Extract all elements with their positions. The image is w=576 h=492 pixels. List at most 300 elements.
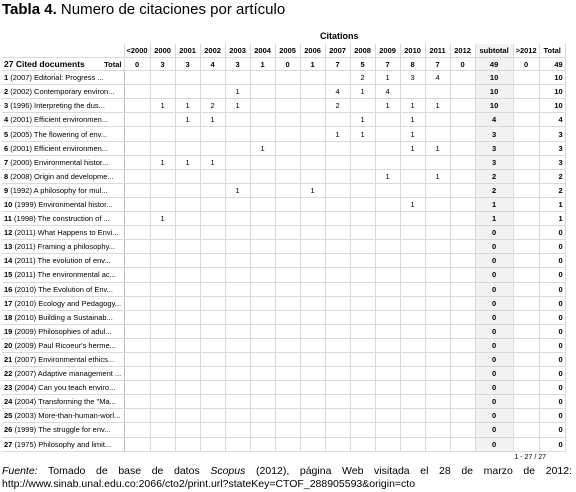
- citation-count: [325, 437, 350, 451]
- column-header: subtotal: [475, 44, 513, 58]
- citation-count: [325, 212, 350, 226]
- citation-count: [124, 197, 150, 211]
- row-number: 26: [4, 425, 13, 435]
- subtotal-cell: 0: [475, 226, 513, 240]
- citation-count: [375, 197, 400, 211]
- citation-count: [250, 127, 275, 141]
- citation-count: 1: [225, 183, 250, 197]
- total-cell: 0: [539, 240, 565, 254]
- row-number: 14: [4, 256, 13, 266]
- citation-count: [225, 268, 250, 282]
- source-label: Fuente:: [2, 465, 38, 477]
- citation-count: [450, 212, 475, 226]
- total-cell: 0: [539, 296, 565, 310]
- table-row: [2, 141, 565, 155]
- row-number: 15: [4, 270, 13, 280]
- column-header: 2010: [400, 44, 425, 58]
- citation-count: [450, 282, 475, 296]
- citation-count: [250, 268, 275, 282]
- column-header: Total: [539, 44, 565, 58]
- citation-count: 1: [225, 85, 250, 99]
- citation-count: [350, 324, 375, 338]
- source-url: http://www.sinab.unal.edu.co:2066/cto2/print.url?stateKey=CTOF_288905593&origin=cto: [2, 478, 416, 490]
- citation-count: 4: [325, 85, 350, 99]
- citation-count: [200, 409, 225, 423]
- total-label: Total: [104, 59, 122, 69]
- table-row: [2, 324, 565, 338]
- citation-count: [275, 183, 300, 197]
- citation-count: [250, 197, 275, 211]
- citation-count: [350, 437, 375, 451]
- citation-count: [124, 71, 150, 85]
- citation-count: [513, 310, 539, 324]
- citation-count: [150, 324, 175, 338]
- citation-count: [124, 240, 150, 254]
- citation-count: [150, 226, 175, 240]
- citation-count: [300, 240, 325, 254]
- subtotal-cell: 0: [475, 367, 513, 381]
- cited-document: [2, 310, 124, 324]
- citation-count: [350, 409, 375, 423]
- row-number: 11: [4, 214, 12, 224]
- document-title: (2010) Building a Sustainab...: [14, 312, 113, 322]
- column-header: 2009: [375, 44, 400, 58]
- citation-count: [175, 352, 200, 366]
- citation-count: [250, 240, 275, 254]
- cited-document: [2, 85, 124, 99]
- summary-value: 0: [450, 58, 475, 71]
- citation-count: [275, 409, 300, 423]
- row-number: 22: [4, 369, 13, 379]
- citation-count: [513, 268, 539, 282]
- citation-count: [225, 226, 250, 240]
- citation-count: [250, 254, 275, 268]
- citation-count: [250, 212, 275, 226]
- citation-count: [200, 141, 225, 155]
- citation-count: [425, 352, 450, 366]
- subtotal-cell: 3: [475, 155, 513, 169]
- citation-count: [175, 296, 200, 310]
- subtotal-cell: 2: [475, 169, 513, 183]
- citation-count: [200, 381, 225, 395]
- database-name: Scopus: [210, 465, 246, 477]
- citation-count: [124, 169, 150, 183]
- citation-count: [250, 409, 275, 423]
- citation-count: [175, 240, 200, 254]
- citation-count: [225, 197, 250, 211]
- document-title: (2000) Environmental histor...: [10, 157, 109, 167]
- citation-count: [375, 212, 400, 226]
- citation-count: [300, 71, 325, 85]
- citation-count: [124, 212, 150, 226]
- citation-count: [450, 127, 475, 141]
- citation-count: [300, 395, 325, 409]
- subtotal-cell: 2: [475, 183, 513, 197]
- row-number: 24: [4, 397, 13, 407]
- total-cell: 0: [539, 226, 565, 240]
- citation-count: [175, 381, 200, 395]
- summary-value: 4: [200, 58, 225, 71]
- document-title: (2011) Framing a philosophy...: [14, 242, 116, 252]
- citation-count: [350, 240, 375, 254]
- citation-count: [513, 367, 539, 381]
- source-note: [2, 465, 572, 477]
- citation-count: [200, 169, 225, 183]
- citation-count: [175, 254, 200, 268]
- citation-count: [225, 409, 250, 423]
- citation-count: [400, 85, 425, 99]
- citation-count: [300, 437, 325, 451]
- citation-count: [375, 155, 400, 169]
- citation-count: [375, 113, 400, 127]
- citation-count: [425, 85, 450, 99]
- subtotal-cell: 10: [475, 85, 513, 99]
- citation-count: [150, 141, 175, 155]
- table-row: [2, 437, 565, 451]
- citation-count: [250, 395, 275, 409]
- summary-value: 3: [175, 58, 200, 71]
- citation-count: [250, 282, 275, 296]
- citation-count: [513, 169, 539, 183]
- citation-count: [250, 437, 275, 451]
- pagination-info: 1 - 27 / 27: [514, 454, 546, 461]
- subtotal-cell: 0: [475, 310, 513, 324]
- table-title: [2, 1, 285, 19]
- summary-value: 8: [400, 58, 425, 71]
- table-row: [2, 268, 565, 282]
- citation-count: [513, 409, 539, 423]
- citation-count: [300, 99, 325, 113]
- citation-count: 2: [325, 99, 350, 113]
- total-cell: 0: [539, 423, 565, 437]
- citation-count: [175, 127, 200, 141]
- total-cell: 4: [539, 113, 565, 127]
- citation-count: 1: [350, 127, 375, 141]
- citation-count: [350, 338, 375, 352]
- row-number: 8: [4, 171, 9, 181]
- citation-count: [513, 254, 539, 268]
- citation-count: [275, 324, 300, 338]
- table-row: [2, 395, 565, 409]
- column-header: 2008: [350, 44, 375, 58]
- citation-count: [513, 155, 539, 169]
- document-title: (2003) More-than-human-worl...: [14, 411, 121, 421]
- document-title: (2001) Efficient environmen...: [10, 143, 109, 153]
- citation-count: [300, 226, 325, 240]
- cited-document: [2, 169, 124, 183]
- citation-count: [175, 169, 200, 183]
- citation-count: [400, 409, 425, 423]
- citation-count: [124, 113, 150, 127]
- total-cell: 0: [539, 352, 565, 366]
- total-cell: 0: [539, 381, 565, 395]
- citation-count: [425, 155, 450, 169]
- citation-count: [200, 282, 225, 296]
- citation-count: [513, 113, 539, 127]
- citation-count: [425, 381, 450, 395]
- citations-header: Citations: [320, 31, 359, 41]
- summary-value: 3: [150, 58, 175, 71]
- citation-count: [124, 423, 150, 437]
- cited-document: [2, 212, 124, 226]
- citation-count: [400, 395, 425, 409]
- citation-count: 1: [175, 99, 200, 113]
- citation-count: [513, 127, 539, 141]
- citation-count: [425, 423, 450, 437]
- column-header: >2012: [513, 44, 539, 58]
- source-text-after: (2012), página Web visitada el 28 de marzo de 2012:: [255, 465, 573, 477]
- citation-count: [225, 212, 250, 226]
- citation-count: [175, 268, 200, 282]
- citation-count: 1: [175, 155, 200, 169]
- citation-count: [450, 99, 475, 113]
- citation-count: [450, 169, 475, 183]
- citation-count: [225, 169, 250, 183]
- citation-count: [425, 338, 450, 352]
- citation-count: [400, 296, 425, 310]
- cited-document: [2, 395, 124, 409]
- total-cell: 0: [539, 367, 565, 381]
- citation-count: [425, 127, 450, 141]
- table-row: [2, 169, 565, 183]
- row-number: 10: [4, 199, 13, 209]
- citation-count: [225, 338, 250, 352]
- cited-document: [2, 381, 124, 395]
- document-title: (2004) Transforming the "Ma...: [14, 397, 116, 407]
- citation-count: [325, 155, 350, 169]
- subtotal-cell: 4: [475, 113, 513, 127]
- citation-count: [200, 254, 225, 268]
- citation-count: [375, 352, 400, 366]
- table-row: [2, 85, 565, 99]
- citation-count: [375, 338, 400, 352]
- citation-count: [275, 268, 300, 282]
- citation-count: [275, 338, 300, 352]
- citation-count: [175, 310, 200, 324]
- total-cell: 0: [539, 395, 565, 409]
- citation-count: [400, 437, 425, 451]
- citation-count: [325, 240, 350, 254]
- citation-count: [375, 254, 400, 268]
- citation-count: [350, 99, 375, 113]
- total-cell: 3: [539, 155, 565, 169]
- citation-count: [325, 268, 350, 282]
- citation-count: [375, 226, 400, 240]
- citation-count: [225, 367, 250, 381]
- column-header: 2005: [275, 44, 300, 58]
- column-header: 2007: [325, 44, 350, 58]
- citation-count: [350, 226, 375, 240]
- citation-count: [513, 437, 539, 451]
- summary-value: 7: [375, 58, 400, 71]
- citation-count: [425, 212, 450, 226]
- citation-count: [175, 338, 200, 352]
- column-header: 2011: [425, 44, 450, 58]
- citation-count: [350, 282, 375, 296]
- citation-count: [325, 423, 350, 437]
- citation-count: [300, 127, 325, 141]
- citation-count: [200, 85, 225, 99]
- column-header: 2006: [300, 44, 325, 58]
- citation-count: [150, 381, 175, 395]
- citation-count: [425, 367, 450, 381]
- citation-count: 1: [150, 212, 175, 226]
- cited-documents-label: 27 Cited documents Total: [2, 58, 124, 71]
- citation-count: [513, 71, 539, 85]
- citation-count: [124, 437, 150, 451]
- citation-count: [513, 183, 539, 197]
- citation-count: [450, 437, 475, 451]
- citation-count: [150, 268, 175, 282]
- citation-count: [450, 85, 475, 99]
- citation-count: [350, 212, 375, 226]
- document-title: (1975) Philosophy and limit...: [14, 439, 112, 449]
- table-row: [2, 352, 565, 366]
- citation-count: [200, 240, 225, 254]
- citation-count: 4: [425, 71, 450, 85]
- citation-count: [513, 423, 539, 437]
- citation-count: [150, 127, 175, 141]
- citation-count: [450, 352, 475, 366]
- citation-count: [513, 226, 539, 240]
- document-title: (2009) Paul Ricoeur's herme...: [14, 340, 116, 350]
- citation-count: [225, 282, 250, 296]
- row-number: 6: [4, 143, 9, 153]
- citation-count: [275, 240, 300, 254]
- citation-count: [450, 113, 475, 127]
- citation-count: [325, 381, 350, 395]
- citation-count: [275, 310, 300, 324]
- citation-count: 1: [325, 127, 350, 141]
- citation-count: [124, 338, 150, 352]
- citation-count: [150, 352, 175, 366]
- citation-count: [150, 71, 175, 85]
- table-row: [2, 183, 565, 197]
- citation-count: [124, 395, 150, 409]
- citation-count: [275, 395, 300, 409]
- citation-count: 1: [150, 155, 175, 169]
- citation-count: [450, 240, 475, 254]
- total-cell: 0: [539, 437, 565, 451]
- subtotal-cell: 0: [475, 282, 513, 296]
- citation-count: [175, 226, 200, 240]
- citation-count: [325, 409, 350, 423]
- citation-count: [400, 352, 425, 366]
- citation-count: [425, 324, 450, 338]
- citation-count: [400, 423, 425, 437]
- cited-document: [2, 268, 124, 282]
- total-cell: 3: [539, 127, 565, 141]
- total-cell: 0: [539, 409, 565, 423]
- total-cell: 0: [539, 268, 565, 282]
- citation-count: [300, 282, 325, 296]
- total-cell: 10: [539, 71, 565, 85]
- citation-count: [275, 282, 300, 296]
- subtotal-cell: 0: [475, 423, 513, 437]
- citation-count: [124, 254, 150, 268]
- citation-count: [225, 155, 250, 169]
- citation-count: 3: [400, 71, 425, 85]
- citation-count: [400, 310, 425, 324]
- citation-count: [175, 71, 200, 85]
- citation-count: [175, 367, 200, 381]
- row-number: 23: [4, 383, 13, 393]
- citation-count: [350, 254, 375, 268]
- citation-count: [250, 71, 275, 85]
- citation-count: [175, 423, 200, 437]
- citation-count: [350, 197, 375, 211]
- citation-count: [200, 71, 225, 85]
- citation-count: [300, 212, 325, 226]
- subtotal-cell: 0: [475, 268, 513, 282]
- table-row: [2, 338, 565, 352]
- citation-count: [275, 296, 300, 310]
- subtotal-cell: 0: [475, 324, 513, 338]
- citation-count: [175, 437, 200, 451]
- citations-table: [2, 44, 566, 452]
- citation-count: [300, 113, 325, 127]
- citation-count: [150, 338, 175, 352]
- citation-count: 1: [250, 141, 275, 155]
- citation-count: [350, 423, 375, 437]
- row-number: 25: [4, 411, 13, 421]
- citation-count: [300, 367, 325, 381]
- citation-count: [300, 324, 325, 338]
- citation-count: [325, 141, 350, 155]
- citation-count: [150, 409, 175, 423]
- citation-count: [175, 395, 200, 409]
- citation-count: [450, 310, 475, 324]
- citation-count: [200, 268, 225, 282]
- citation-count: [275, 71, 300, 85]
- document-title: (2001) Efficient environmen...: [10, 115, 109, 125]
- citation-count: 1: [350, 113, 375, 127]
- document-title: (1999) The struggle for env...: [14, 425, 111, 435]
- citation-count: 1: [400, 113, 425, 127]
- subtotal-cell: 0: [475, 381, 513, 395]
- citation-count: [350, 268, 375, 282]
- subtotal-cell: 0: [475, 395, 513, 409]
- citation-count: 1: [375, 169, 400, 183]
- citation-count: [200, 226, 225, 240]
- citation-count: [350, 169, 375, 183]
- table-row: [2, 367, 565, 381]
- citation-count: [200, 183, 225, 197]
- citation-count: [375, 395, 400, 409]
- document-title: (2007) Environmental ethics...: [14, 355, 115, 365]
- citation-count: [275, 155, 300, 169]
- citation-count: [124, 282, 150, 296]
- citation-count: [200, 423, 225, 437]
- citation-count: [425, 240, 450, 254]
- citation-count: [300, 296, 325, 310]
- document-title: (2009) Philosophies of adul...: [14, 326, 112, 336]
- citation-count: [225, 141, 250, 155]
- citation-count: [300, 254, 325, 268]
- citation-count: [275, 437, 300, 451]
- total-cell: 10: [539, 85, 565, 99]
- citation-count: [375, 183, 400, 197]
- citation-count: [450, 155, 475, 169]
- citation-count: [375, 268, 400, 282]
- summary-value: 7: [325, 58, 350, 71]
- citation-count: [200, 338, 225, 352]
- summary-value: 7: [425, 58, 450, 71]
- document-title: (2008) Origin and developme...: [10, 171, 114, 181]
- row-number: 1: [4, 73, 9, 83]
- citation-count: [300, 310, 325, 324]
- citation-count: [325, 296, 350, 310]
